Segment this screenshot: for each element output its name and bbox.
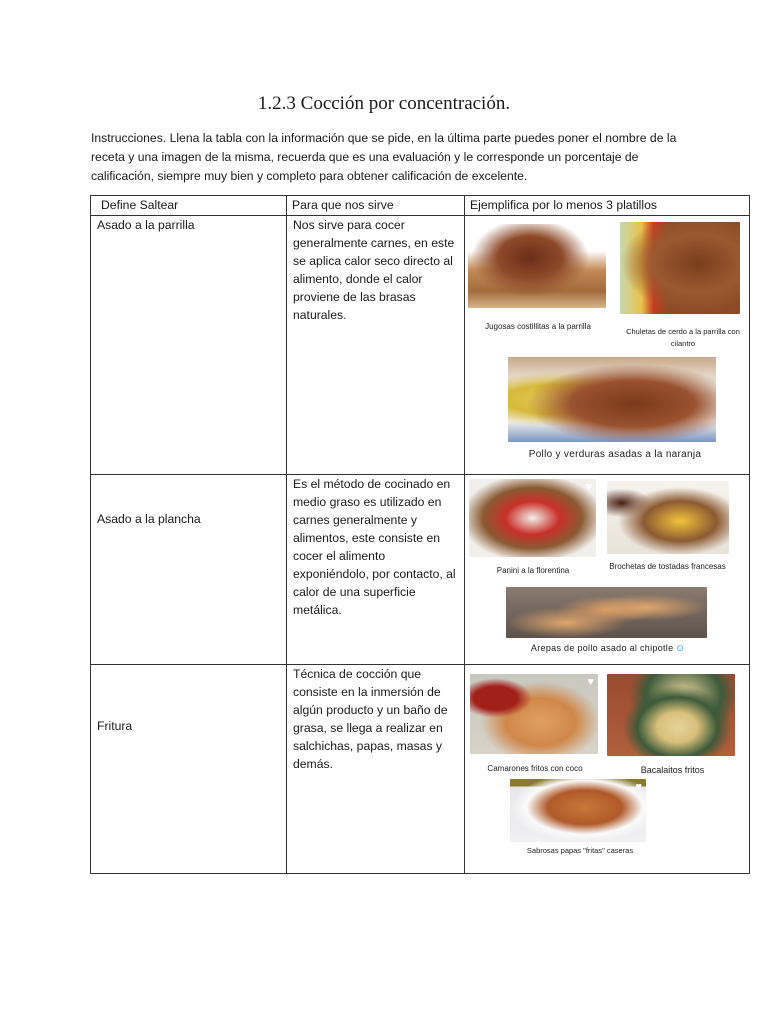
heart-icon[interactable]: ♥: [635, 781, 642, 793]
table-row: [91, 216, 750, 475]
method-description: Técnica de cocción que consiste en la inmersión de algún producto y un baño de grasa, se llega a realizar en salchichas, papas, masas y demás.: [287, 665, 465, 874]
example-caption: Chuletas de cerdo a la parrilla con cilantro: [626, 327, 740, 348]
header-examples: Ejemplifica por lo menos 3 platillos: [465, 196, 750, 216]
grilled-chicken-image: [508, 357, 716, 442]
example-caption: Sabrosas papas "fritas" caseras: [526, 846, 634, 855]
cooking-methods-table: [90, 195, 750, 874]
example-caption: Jugosas costillitas a la parrilla: [485, 322, 591, 331]
fried-potatoes-image: [510, 779, 646, 842]
method-name: Asado a la plancha: [91, 475, 287, 665]
heart-icon[interactable]: ♥: [585, 481, 592, 493]
panini-image: [469, 479, 596, 557]
method-description: Nos sirve para cocer generalmente carnes, en este se aplica calor seco directo al alimento, donde el calor proviene de las brasas naturales.: [287, 216, 465, 475]
fried-shrimp-image: [470, 674, 598, 754]
examples-cell: [465, 216, 750, 475]
example-caption: Bacalaitos fritos: [640, 765, 705, 775]
info-icon[interactable]: ⊙: [676, 643, 685, 653]
header-define: Define Saltear: [91, 196, 287, 216]
example-caption: Panini a la florentina: [496, 566, 570, 575]
examples-cell: [465, 665, 750, 874]
example-caption: Pollo y verduras asadas a la naranja: [528, 449, 702, 460]
table-header-row: [91, 196, 750, 216]
examples-cell: [465, 475, 750, 665]
page-title: 1.2.3 Cocción por concentración.: [257, 93, 511, 114]
table-row: [91, 665, 750, 874]
example-caption: Brochetas de tostadas francesas: [609, 562, 726, 571]
pork-chops-image: [620, 222, 740, 314]
example-caption: Camarones fritos con coco: [487, 764, 583, 773]
bacalaitos-image: [607, 674, 735, 756]
method-description: Es el método de cocinado en medio graso es utilizado en carnes generalmente y alimentos, este consiste en cocer el alimento exponiéndolo, por contacto, al calor de una superficie metálica.: [287, 475, 465, 665]
example-caption: Arepas de pollo asado al chipotle ⊙: [530, 643, 685, 653]
brochetas-image: [607, 481, 729, 554]
grilled-ribs-image: [468, 224, 606, 308]
arepas-image: [506, 587, 707, 638]
heart-icon[interactable]: ♥: [587, 676, 594, 688]
method-name: Fritura: [91, 665, 287, 874]
table-row: [91, 475, 750, 665]
header-purpose: Para que nos sirve: [287, 196, 465, 216]
instructions-text: Instrucciones. Llena la tabla con la información que se pide, en la última parte puedes poner el nombre de la receta y una imagen de la misma, recuerda que es una evaluación y le corresponde un porcentaje de calificación, siempre muy bien y completo para obtener calificación de excelente.: [91, 131, 677, 183]
method-name: Asado a la parrilla: [91, 216, 287, 475]
